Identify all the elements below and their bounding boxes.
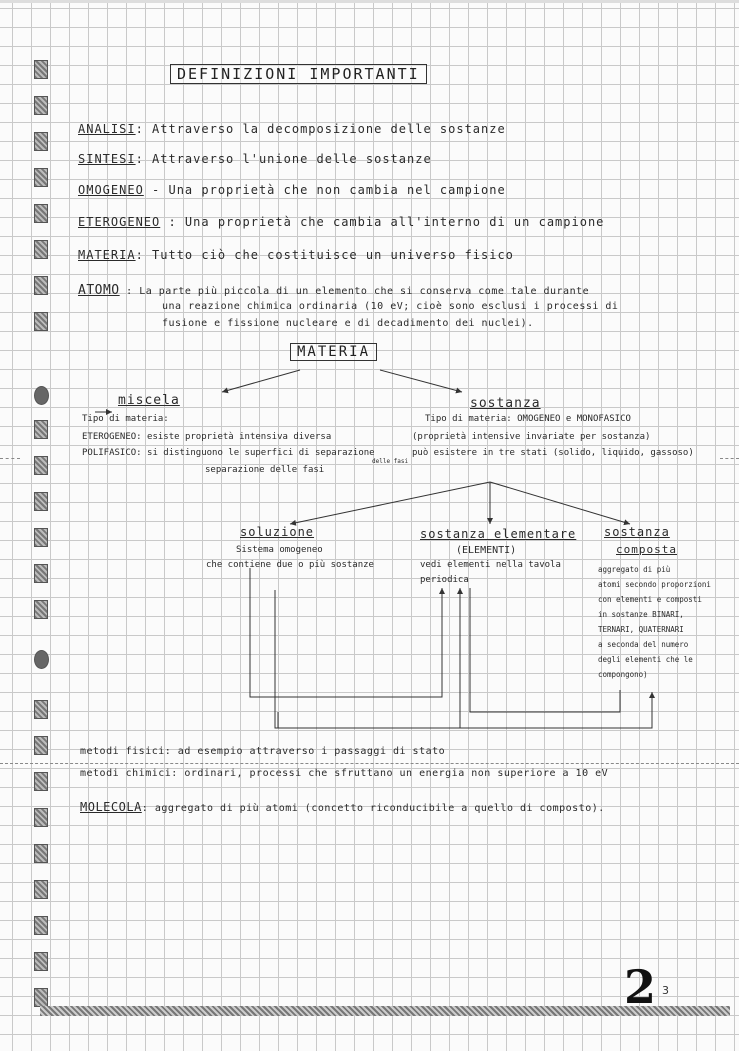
loop-soluzione-elementare (250, 568, 442, 697)
composta-line: compongono) (598, 670, 648, 679)
definition-molecola (80, 800, 605, 814)
definition-text: : Una proprietà che cambia all'interno di un campione (168, 215, 605, 229)
sostanza-line2: (proprietà intensive invariate per sostanza) (412, 432, 651, 442)
definition-text: : Tutto ciò che costituisce un universo fisico (135, 248, 514, 262)
metodi-chimici: metodi chimici: ordinari, processi che sfruttano un energia non superiore a 10 eV (80, 768, 609, 779)
composta-description (598, 562, 718, 682)
sostanza-label (470, 396, 541, 411)
definition-text: : aggregato di più atomi (concetto riconducibile a quello di composto). (141, 803, 605, 814)
elementare-line2: vedi elementi nella tavola (420, 560, 561, 570)
miscela-label (118, 393, 180, 408)
miscela-poli: POLIFASICO: si distinguono le superfici di separazione (82, 448, 375, 458)
arrow-to-miscela (222, 370, 300, 392)
elementare-label (420, 527, 576, 541)
arrow-to-soluzione (290, 482, 490, 524)
soluzione-label-text: soluzione (240, 525, 315, 539)
definition-term: SINTESI (78, 152, 136, 166)
definition-term: OMOGENEO (78, 183, 144, 197)
composta-label (604, 525, 670, 539)
metodi-fisici: metodi fisici: ad esempio attraverso i passaggi di stato (80, 746, 446, 757)
soluzione-line2: che contiene due o più sostanze (206, 560, 374, 570)
composta-line: atomi secondo proporzioni (598, 580, 711, 589)
elementare-line1: (ELEMENTI) (456, 545, 517, 556)
composta-line: TERNARI, QUATERNARI (598, 625, 684, 634)
sostanza-label-text: sostanza (470, 396, 541, 411)
atomo-continuation-2: fusione e fissione nucleare e di decadimento dei nuclei). (162, 318, 534, 329)
composta-line: a seconda del numero (598, 640, 689, 649)
page-number: 2 (624, 960, 657, 1014)
tiny-note: delle fasi (372, 458, 409, 465)
miscela-etero: ETEROGENEO: esiste proprietà intensiva diversa (82, 432, 332, 442)
composta-label2-text: composta (616, 543, 677, 556)
definition-text: : Attraverso la decomposizione delle sostanze (135, 122, 506, 136)
soluzione-label (240, 525, 314, 539)
definition-text: - Una proprietà che non cambia nel campione (152, 183, 506, 197)
section-title-materia: MATERIA (290, 343, 377, 361)
composta-label-text: sostanza (604, 525, 670, 539)
composta-line: aggregato di più (598, 565, 671, 574)
definition-term: MOLECOLA (80, 800, 142, 814)
miscela-fasi: separazione delle fasi (205, 465, 325, 475)
miscela-line1: Tipo di materia: (82, 414, 169, 424)
miscela-label-text: miscela (118, 393, 180, 408)
definition-text: : La parte più piccola di un elemento che si conserva come tale durante (126, 286, 590, 297)
sostanza-line1: Tipo di materia: OMOGENEO e MONOFASICO (425, 414, 631, 424)
arrow-to-composta (490, 482, 630, 524)
loop-soluzione-elementare-2 (275, 588, 460, 728)
sostanza-line3: può esistere in tre stati (solido, liquido, gassoso) (412, 448, 694, 458)
definition-text: : Attraverso l'unione delle sostanze (135, 152, 432, 166)
definition-term: ATOMO (78, 283, 120, 298)
composta-label2 (616, 543, 677, 556)
elementare-label-text: sostanza elementare (420, 527, 577, 541)
definition-term: ANALISI (78, 122, 136, 136)
elementare-line3: periodica (420, 575, 469, 585)
composta-line: degli elementi che le (598, 655, 693, 664)
arrow-to-sostanza (380, 370, 462, 392)
soluzione-line1: Sistema omogeneo (236, 545, 323, 555)
atomo-continuation-1: una reazione chimica ordinaria (10 eV; cioè sono esclusi i processi di (162, 301, 619, 312)
page-title: DEFINIZIONI IMPORTANTI (170, 64, 427, 84)
composta-line: in sostanze BINARI, (598, 610, 684, 619)
page-sub-number: 3 (662, 984, 669, 997)
definition-term: ETEROGENEO (78, 215, 161, 229)
definition-term: MATERIA (78, 248, 136, 262)
composta-line: con elementi e composti (598, 595, 702, 604)
